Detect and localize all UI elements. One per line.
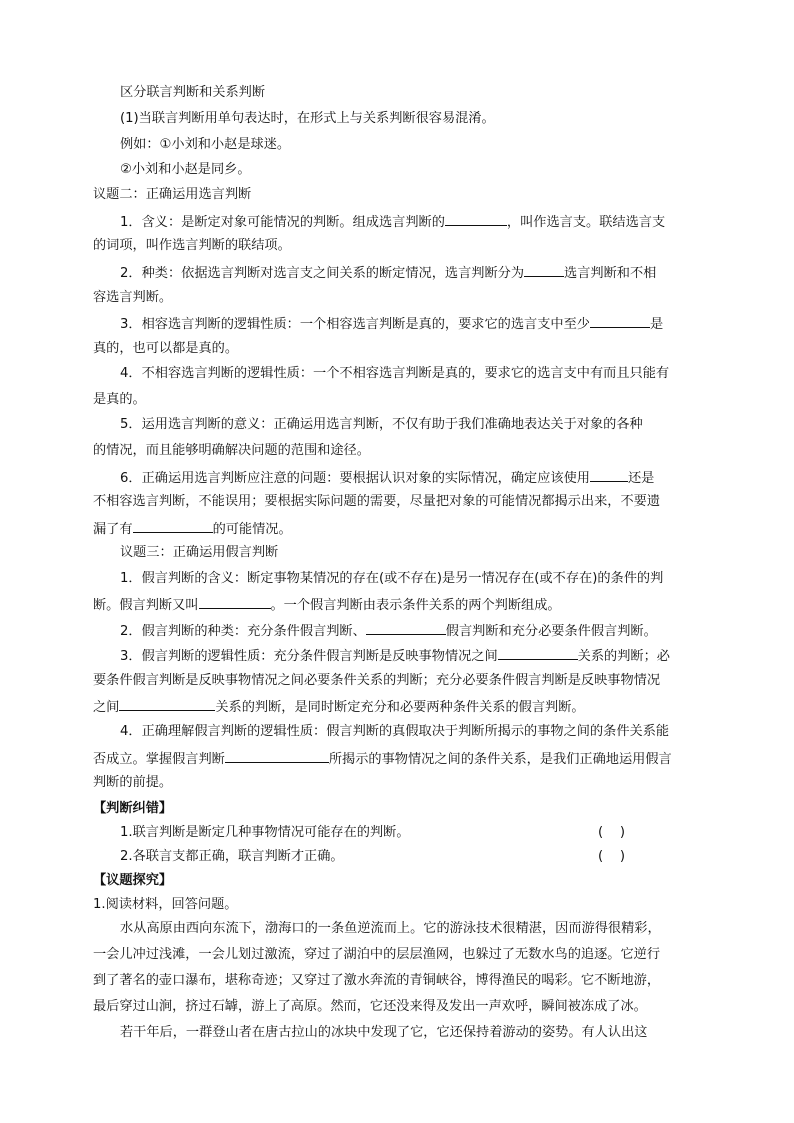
paragraph-line: 4．正确理解假言判断的逻辑性质：假言判断的真假取决于判断所揭示的事物之间的条件关系能 (120, 724, 670, 739)
paragraph-line: 之间 关系的判断，是同时断定充分和必要两种条件关系的假言判断。 (93, 697, 585, 717)
section-heading: 区分联言判断和关系判断 (120, 85, 266, 100)
paragraph-line: 真的，也可以都是真的。 (93, 341, 239, 356)
true-false-item: 1.联言判断是断定几种事物情况可能存在的判断。 (120, 825, 410, 840)
paragraph-line: 2．种类：依据选言判断对选言支之间关系的断定情况，选言判断分为 选言判断和不相 (120, 263, 656, 283)
reading-passage-line: 水从高原由西向东流下，渤海口的一条鱼逆流而上。它的游泳技术很精湛，因而游得很精彩， (120, 921, 661, 936)
reading-passage-line: 若干年后，一群登山者在唐古拉山的冰块中发现了它，它还保持着游动的姿势。有人认出这 (120, 1025, 648, 1040)
example-line: 例如：①小刘和小赵是球迷。 (120, 137, 291, 152)
true-false-item: 2.各联言支都正确，联言判断才正确。 (120, 849, 344, 864)
paragraph-line: 判断的前提。 (93, 775, 173, 790)
paragraph-line: 否成立。掌握假言判断 所揭示的事物情况之间的条件关系，是我们正确地运用假言 (93, 749, 672, 769)
paragraph-line: 5．运用选言判断的意义：正确运用选言判断，不仅有助于我们准确地表达关于对象的各种 (120, 417, 643, 432)
answer-bracket[interactable]: ( ) (598, 825, 626, 840)
section-heading: 【判断纠错】 (93, 801, 173, 816)
paragraph-line: 2．假言判断的种类：充分条件假言判断、 假言判断和充分必要条件假言判断。 (120, 621, 657, 641)
answer-bracket[interactable]: ( ) (598, 849, 626, 864)
reading-passage-line: 到了著名的壶口瀑布，堪称奇迹；又穿过了激水奔流的青铜峡谷，博得渔民的喝彩。它不断地游， (93, 973, 661, 988)
paragraph-line: (1)当联言判断用单句表达时，在形式上与关系判断很容易混淆。 (120, 111, 495, 126)
fill-blank[interactable] (119, 697, 215, 711)
topic-heading: 议题三：正确运用假言判断 (120, 545, 279, 560)
fill-blank[interactable] (524, 263, 564, 277)
paragraph-line: 的词项，叫作选言判断的联结项。 (93, 238, 291, 253)
paragraph-line: 3．相容选言判断的逻辑性质：一个相容选言判断是真的，要求它的选言支中至少 是 (120, 314, 663, 334)
paragraph-line: 4．不相容选言判断的逻辑性质：一个不相容选言判断是真的，要求它的选言支中有而且只能有 (120, 366, 670, 381)
fill-blank[interactable] (225, 749, 329, 763)
reading-passage-line: 一会儿冲过浅滩，一会儿划过激流，穿过了湖泊中的层层渔网，也躲过了无数水鸟的追逐。它逆行 (93, 947, 661, 962)
fill-blank[interactable] (199, 595, 271, 609)
paragraph-line: 漏了有 的可能情况。 (93, 519, 292, 539)
fill-blank[interactable] (445, 212, 507, 226)
paragraph-line: 是真的。 (93, 392, 146, 407)
paragraph-line: 要条件假言判断是反映事物情况之间必要条件关系的判断；充分必要条件假言判断是反映事物情况 (93, 673, 661, 688)
paragraph-line: 不相容选言判断，不能误用；要根据实际问题的需要，尽量把对象的可能情况都揭示出来，不要遗 (93, 494, 661, 509)
paragraph-line: 1．假言判断的含义：断定事物某情况的存在(或不存在)是另一情况存在(或不存在)的条件的判 (120, 571, 664, 586)
reading-passage-line: 最后穿过山涧，挤过石罅，游上了高原。然而，它还没来得及发出一声欢呼，瞬间被冻成了冰。 (93, 999, 647, 1014)
topic-heading: 议题二：正确运用选言判断 (93, 187, 252, 202)
fill-blank[interactable] (590, 314, 650, 328)
paragraph-line: 容选言判断。 (93, 290, 173, 305)
paragraph-line: 3．假言判断的逻辑性质：充分条件假言判断是反映事物情况之间 关系的判断；必 (120, 646, 670, 666)
paragraph-line: 6．正确运用选言判断应注意的问题：要根据认识对象的实际情况，确定应该使用 还是 (120, 468, 654, 488)
fill-blank[interactable] (133, 519, 213, 533)
question-line: 1.阅读材料，回答问题。 (93, 897, 238, 912)
fill-blank[interactable] (498, 646, 578, 660)
fill-blank[interactable] (366, 621, 446, 635)
paragraph-line: 的情况，而且能够明确解决问题的范围和途径。 (93, 443, 370, 458)
example-line: ②小刘和小赵是同乡。 (120, 162, 251, 177)
paragraph-line: 断。假言判断又叫 。一个假言判断由表示条件关系的两个判断组成。 (93, 595, 561, 615)
fill-blank[interactable] (590, 468, 628, 482)
section-heading: 【议题探究】 (93, 873, 173, 888)
paragraph-line: 1．含义：是断定对象可能情况的判断。组成选言判断的 ，叫作选言支。联结选言支 (120, 212, 665, 232)
